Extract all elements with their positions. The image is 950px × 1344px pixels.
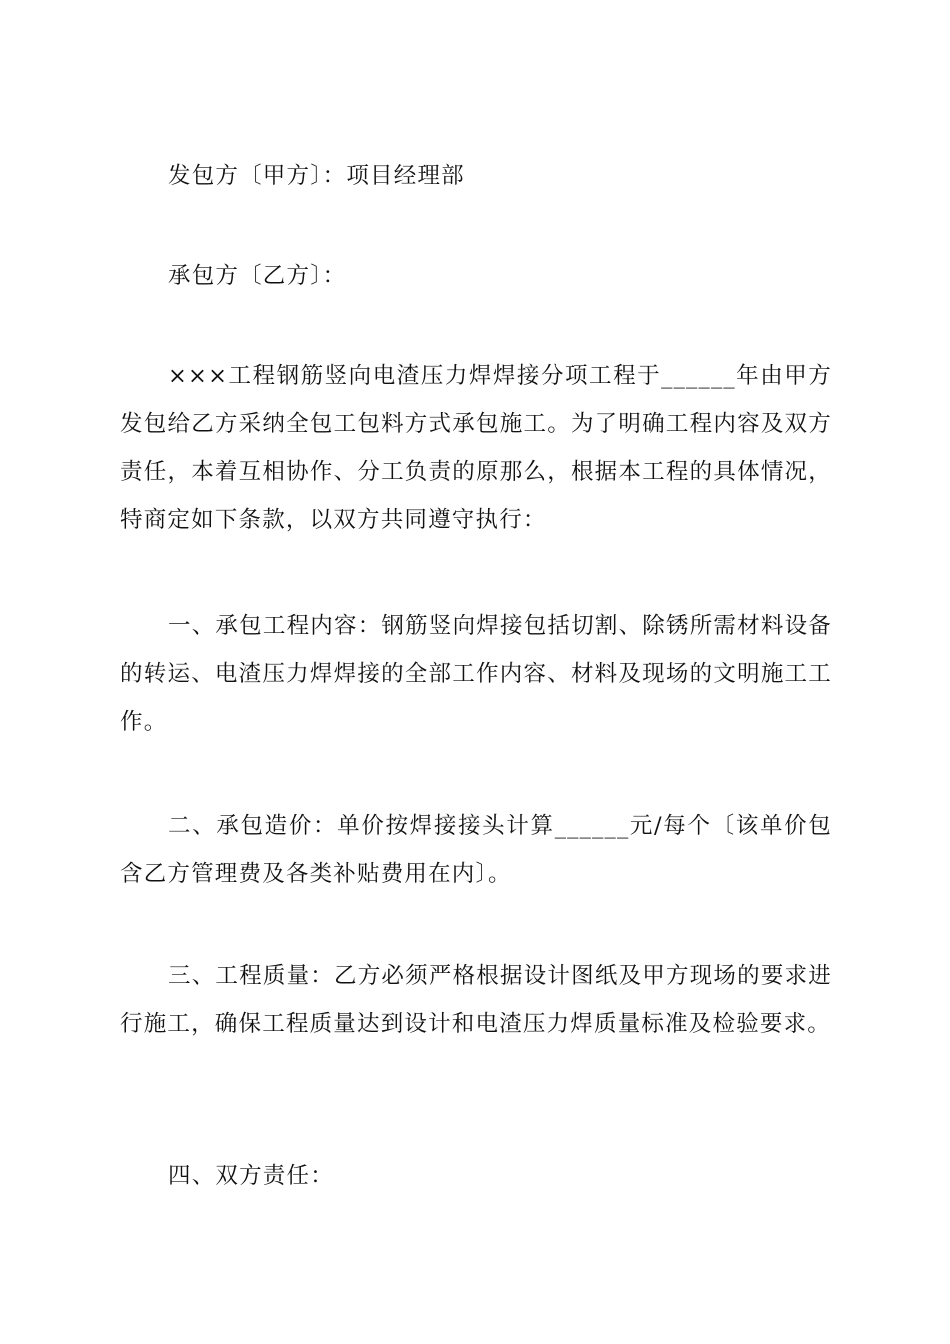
clause-3-quality: 三、工程质量：乙方必须严格根据设计图纸及甲方现场的要求进行施工，确保工程质量达到设计和电渣压力焊质量标准及检验要求。 xyxy=(120,963,832,1037)
clause-2-price: 二、承包造价：单价按焊接接头计算______元/每个〔该单价包含乙方管理费及各类补贴费用在内〕。 xyxy=(120,813,832,887)
intro-paragraph: ×××工程钢筋竖向电渣压力焊焊接分项工程于______年由甲方发包给乙方采纳全包工包料方式承包施工。为了明确工程内容及双方责任，本着互相协作、分工负责的原那么，根据本工程的具体情况，特商定如下条款，以双方共同遵守执行： xyxy=(120,363,832,533)
party-b-line: 承包方〔乙方〕： xyxy=(168,263,347,289)
clause-1-scope: 一、承包工程内容：钢筋竖向焊接包括切割、除锈所需材料设备的转运、电渣压力焊焊接的全部工作内容、材料及现场的文明施工工作。 xyxy=(120,613,832,735)
party-a-line: 发包方〔甲方〕：项目经理部 xyxy=(168,163,465,189)
clause-4-responsibilities: 四、双方责任： xyxy=(168,1163,334,1189)
